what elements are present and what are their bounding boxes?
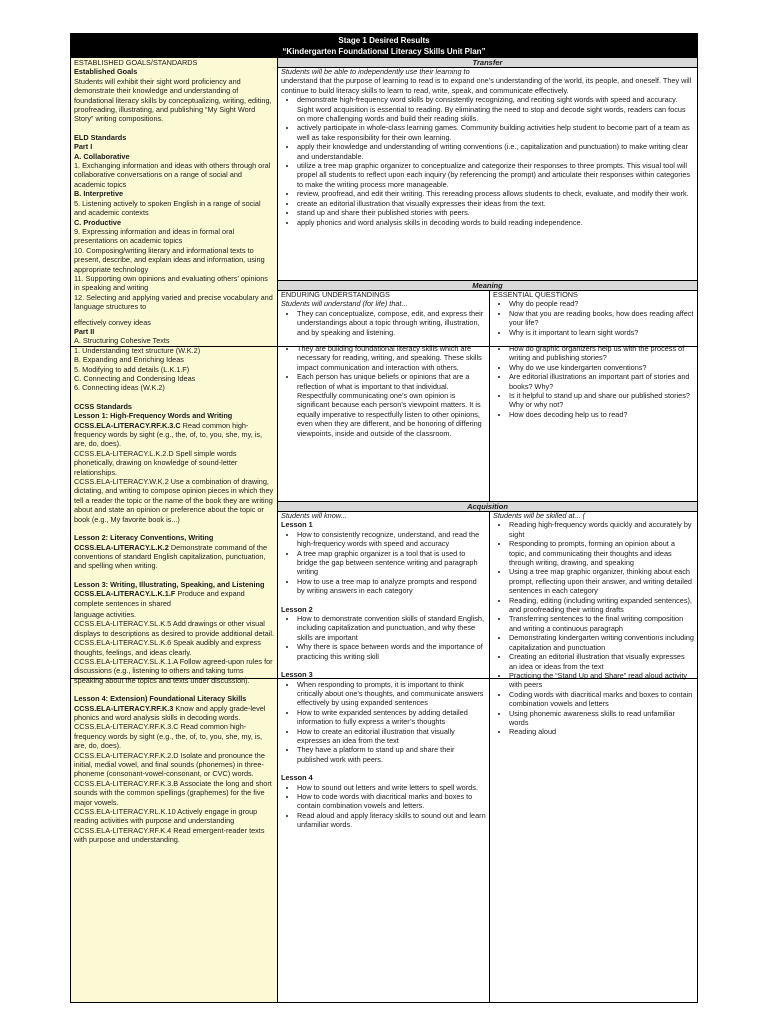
list-item: • How to write expanded sentences by adding detailed information to fully express a writer’s thoughts	[297, 708, 486, 727]
list-item: • How to sound out letters and write letters to spell words.	[297, 783, 486, 792]
lesson3-standard-text-cont: language activities.	[74, 609, 137, 619]
header-subtitle: “Kindergarten Foundational Literacy Skills Unit Plan”	[282, 47, 486, 56]
lesson1-standards-title: Lesson 1: High-Frequency Words and Writing	[74, 411, 233, 421]
eu-intro: Students will understand (for life) that...	[281, 299, 408, 309]
list-item: • create an editorial illustration that visually expresses their ideas from the text.	[297, 199, 694, 208]
lesson4-standard-3: CCSS.ELA-LITERACY.RF.K.2.D Isolate and pronounce the initial, medial vowel, and final sounds (phonemes) in three-phoneme (consonant-vowel-consonant, or CVC) words.	[74, 750, 265, 779]
list-item: • When responding to prompts, it is important to think critically about one’s thoughts, and communicate answers effectively by using expanded sentences	[297, 680, 486, 708]
know-lesson3-list	[281, 680, 486, 765]
lesson3-standards-title: Lesson 3: Writing, Illustrating, Speaking, and Listening	[74, 579, 265, 589]
lesson3-standard-text: Produce and expand complete sentences in shared	[74, 589, 245, 608]
eld-standard-12-cont: effectively convey ideas	[74, 317, 151, 327]
left-page-divider	[71, 678, 278, 679]
know-lesson2-list	[281, 614, 486, 661]
list-item: • Coding words with diacritical marks and boxes to contain combination vowels and letters	[509, 690, 694, 709]
lesson3-code: CCSS.ELA-LITERACY.L.K.1.F	[74, 589, 176, 599]
list-item: • Why there is space between words and the importance of practicing this writing skill	[297, 642, 486, 661]
lesson3-standard-3: CCSS.ELA-LITERACY.SL.K.6 Speak audibly and express thoughts, feelings, and ideas clearly.	[74, 638, 261, 657]
part2-b5: 5. Modifying to add details (L.K.1.F)	[74, 364, 190, 374]
lesson2-standard-text: Demonstrate command of the conventions of standard English capitalization, punctuation, and spelling when writing.	[74, 542, 268, 571]
goals-title: Established Goals	[74, 67, 138, 77]
eld-collaborative: A. Collaborative	[74, 151, 130, 161]
list-item: • How to create an editorial illustration that visually expresses an idea from the text	[297, 727, 486, 746]
left-page-divider	[71, 346, 278, 347]
know-lesson-1: Lesson 1	[281, 520, 313, 530]
eq-heading: ESSENTIAL QUESTIONS	[493, 290, 578, 299]
list-item: • Is it helpful to stand up and share our published stories? Why or why not?	[509, 391, 694, 410]
eld-interpretive: B. Interpretive	[74, 189, 124, 199]
unit-plan-document	[70, 33, 698, 1003]
list-item: • stand up and share their published stories with peers.	[297, 208, 694, 217]
ccss-title: CCSS Standards	[74, 401, 132, 411]
list-item: • How do graphic organizers help us with the process of writing and publishing stories?	[509, 344, 694, 363]
list-item: • actively participate in whole-class learning games. Community building activities help student to become part of a team as well as take responsibility for their own learning.	[297, 123, 694, 142]
lesson4-standard-4: CCSS.ELA-LITERACY.RF.K.3.B Associate the long and short sounds with the common spellings (graphemes) for the five major vowels.	[74, 778, 272, 807]
eld-standard-1: 1. Exchanging information and ideas with others through oral collaborative conversations on a range of social and academic topics	[74, 161, 271, 189]
eld-standard-12: 12. Selecting and applying varied and precise vocabulary and language structures to	[74, 292, 273, 312]
standards-column	[71, 58, 278, 1002]
know-lesson-2: Lesson 2	[281, 604, 313, 614]
lesson4-code: CCSS.ELA-LITERACY.RF.K.3	[74, 703, 174, 713]
skilled-intro: Students will be skilled at... (	[493, 511, 586, 520]
list-item: • Responding to prompts, forming an opinion about a topic, and communicating their thoughts and ideas through writing, drawing, and speaking	[509, 539, 694, 567]
know-intro: Students will know...	[281, 511, 347, 520]
acquisition-label: Acquisition	[467, 502, 508, 511]
standards-heading: ESTABLISHED GOALS/STANDARDS	[74, 58, 198, 67]
eld-standard-10: 10. Composing/writing literary and informational texts to present, describe, and explain ideas and information, using appropriate technology	[74, 245, 265, 274]
enduring-understandings-cell	[278, 290, 489, 501]
list-item: • Reading high-frequency words quickly and accurately by sight	[509, 520, 694, 539]
know-lesson1-list	[281, 530, 486, 596]
list-item: • apply their knowledge and understanding of writing conventions (i.e., capitalization and punctuation) to make writing clear and understandable.	[297, 142, 694, 161]
list-item: • Practicing the “Stand Up and Share” read aloud activity with peers	[509, 671, 694, 690]
list-item: • How to code words with diacritical marks and boxes to contain combination vowels and letters.	[297, 792, 486, 811]
lesson4-standard-6: CCSS.ELA-LITERACY.RF.K.4 Read emergent-reader texts with purpose and understanding.	[74, 825, 265, 845]
list-item: • How to use a tree map to analyze prompts and respond by writing answers in each category	[297, 577, 486, 596]
eu-list-cont	[281, 344, 486, 438]
eld-standard-9: 9. Expressing information and ideas in formal oral presentations on academic topics	[74, 226, 235, 246]
meaning-label: Meaning	[472, 281, 503, 290]
list-item: • A tree map graphic organizer is a tool that is used to bridge the gap between sentence writing and paragraph writing	[297, 549, 486, 577]
list-item: • Now that you are reading books, how does reading affect your life?	[509, 309, 694, 328]
eld-productive: C. Productive	[74, 217, 122, 227]
students-will-be-skilled-cell	[490, 511, 697, 1002]
part2-a: A. Structuring Cohesive Texts	[74, 336, 170, 346]
list-item: • apply phonics and word analysis skills in decoding words to build reading independence.	[297, 218, 694, 227]
list-item: • Using phonemic awareness skills to read unfamiliar words	[509, 709, 694, 728]
list-item: • Are editorial illustrations an important part of stories and books? Why?	[509, 372, 694, 391]
goals-text: Students will exhibit their sight word proficiency and demonstrate their knowledge and understanding of foundational literacy skills by conceptualizing, writing, editing, proofreading, illustrating, and publishing “My Sight Word Story” writing compositions.	[74, 76, 272, 124]
lesson1-standard-text: Read common high-frequency words by sight (e.g., the, of, to, you, she, my, is, are, do, does).	[74, 420, 263, 449]
list-item: • How to demonstrate convention skills of standard English, including capitalization and punctuation, and why these skills are important	[297, 614, 486, 642]
lesson4-standard-2: CCSS.ELA-LITERACY.RF.K.3.C Read common high-frequency words by sight (e.g., the, of, to, you, she, my, is, are, do, does).	[74, 722, 263, 751]
eq-list-cont	[493, 344, 694, 419]
list-item: • Why do we use kindergarten conventions?	[509, 363, 694, 372]
lesson4-standards-title: Lesson 4: Extension) Foundational Literacy Skills	[74, 694, 247, 704]
skilled-list	[493, 520, 694, 736]
part2-b: B. Expanding and Enriching Ideas	[74, 355, 184, 365]
list-item: • Demonstrating kindergarten writing conventions including capitalization and punctuation	[509, 633, 694, 652]
part2-c6: 6. Connecting ideas (W.K.2)	[74, 383, 165, 393]
transfer-intro: Students will be able to independently use their learning to	[281, 67, 470, 76]
lesson1-standard-2: CCSS.ELA-LITERACY.L.K.2.D Spell simple words phonetically, drawing on knowledge of sound-letter relationships.	[74, 448, 238, 477]
page-break-line	[278, 346, 697, 347]
lesson3-standard-2: CCSS.ELA-LITERACY.SL.K.5 Add drawings or other visual displays to descriptions as desired to provide additional detail.	[74, 619, 274, 638]
lesson2-standards-title: Lesson 2: Literacy Conventions, Writing	[74, 533, 214, 543]
know-lesson-4: Lesson 4	[281, 773, 313, 783]
header-title: Stage 1 Desired Results	[338, 36, 430, 45]
eld-part-2: Part II	[74, 326, 95, 336]
lesson1-code: CCSS.ELA-LITERACY.RF.K.3.C	[74, 420, 181, 430]
list-item: • They can conceptualize, compose, edit, and express their understandings about a topic through writing, illustration, and by speaking and listening.	[297, 309, 486, 337]
essential-questions-cell	[490, 290, 697, 501]
list-item: • Reading aloud	[509, 727, 694, 736]
lesson4-standard-5: CCSS.ELA-LITERACY.RL.K.10 Actively engage in group reading activities with purpose and understanding	[74, 807, 258, 826]
list-item: • Using a tree map graphic organizer, thinking about each prompt, reflecting upon their answer, and writing detailed sentences in each category	[509, 567, 694, 595]
lesson1-standard-3: CCSS.ELA-LITERACY.W.K.2 Use a combination of drawing, dictating, and writing to compose opinion pieces in which they tell a reader the topic or the name of the book they are writing about and state an opinion or preference about the topic or book (e.g., My favorite book is...)	[74, 477, 274, 524]
document-header	[71, 34, 697, 59]
list-item: • Transferring sentences to the final writing composition and writing a continuous paragraph	[509, 614, 694, 633]
list-item: • review, proofread, and edit their writing. This rereading process allows students to check, evaluate, and modify their work.	[297, 189, 694, 198]
transfer-lead: understand that the purpose of learning to read is to expand one’s understanding of the world, its people, and oneself. They will continue to build literacy skills to learn to read, write, speak, and communicate effectively.	[281, 76, 692, 95]
list-item: • How to consistently recognize, understand, and read the high-frequency words with speed and accuracy	[297, 530, 486, 549]
lesson4-standard-text: Know and apply grade-level phonics and word analysis skills in decoding words.	[74, 703, 266, 722]
list-item: • Reading, editing (including writing expanded sentences), and proofreading their writing drafts	[509, 596, 694, 615]
list-item: • They are building foundational literacy skills which are necessary for reading, writing, and speaking. These skills impact communication and interaction with others.	[297, 344, 486, 372]
list-item: • Creating an editorial illustration that visually expresses an idea or ideas from the text	[509, 652, 694, 671]
list-item: • They have a platform to stand up and share their published work with peers.	[297, 745, 486, 764]
list-item: • Why do people read?	[509, 299, 694, 308]
eu-heading: ENDURING UNDERSTANDINGS	[281, 290, 390, 299]
part2-a1: 1. Understanding text structure (W.K.2)	[74, 345, 201, 355]
transfer-cell	[278, 67, 697, 279]
eu-list	[281, 309, 486, 337]
students-will-know-cell	[278, 511, 489, 1002]
eld-title: ELD Standards	[74, 132, 127, 142]
eld-standard-5: 5. Listening actively to spoken English in a range of social and academic contexts	[74, 198, 261, 218]
know-lesson-3: Lesson 3	[281, 670, 313, 680]
list-item: • Each person has unique beliefs or opinions that are a reflection of what is important to that individual. Respectfully communicating one’s own opinion is significant because each person’s viewpoint matters. It is equally imperative to respectfully listen to other opinions, even when they are different, and be honoring of differing viewpoints, inside and outside of the classroom.	[297, 372, 486, 438]
lesson3-standard-4: CCSS.ELA-LITERACY.SL.K.1.A Follow agreed-upon rules for discussions (e.g., listening to others and taking turns speaking about the topics and texts under discussion).	[74, 656, 273, 685]
list-item: • Read aloud and apply literacy skills to sound out and learn unfamiliar words.	[297, 811, 486, 830]
eld-standard-11: 11. Supporting own opinions and evaluating others’ opinions in speaking and writing	[74, 273, 268, 293]
transfer-label: Transfer	[472, 58, 503, 67]
eld-part-1: Part I	[74, 142, 93, 152]
transfer-list	[281, 95, 694, 227]
list-item: • How does decoding help us to read?	[509, 410, 694, 419]
part2-c: C. Connecting and Condensing Ideas	[74, 374, 196, 383]
lesson2-code: CCSS.ELA-LITERACY.L.K.2	[74, 542, 169, 552]
eq-list	[493, 299, 694, 337]
list-item: • Why is it important to learn sight words?	[509, 328, 694, 337]
know-lesson4-list	[281, 783, 486, 830]
list-item: • utilize a tree map graphic organizer to conceptualize and categorize their responses to three prompts. This visual tool will propel all students to reflect upon each inquiry (by referencing the prompt) and articulate their responses within categories to make the writing process more manageable.	[297, 161, 694, 189]
list-item: • demonstrate high-frequency word skills by consistently recognizing, and reciting sight words with speed and accuracy. Sight word acquisition is essential to reading. By eliminating the need to stop and decode sight words, readers can focus on more challenging words and build their reading skills.	[297, 95, 694, 123]
